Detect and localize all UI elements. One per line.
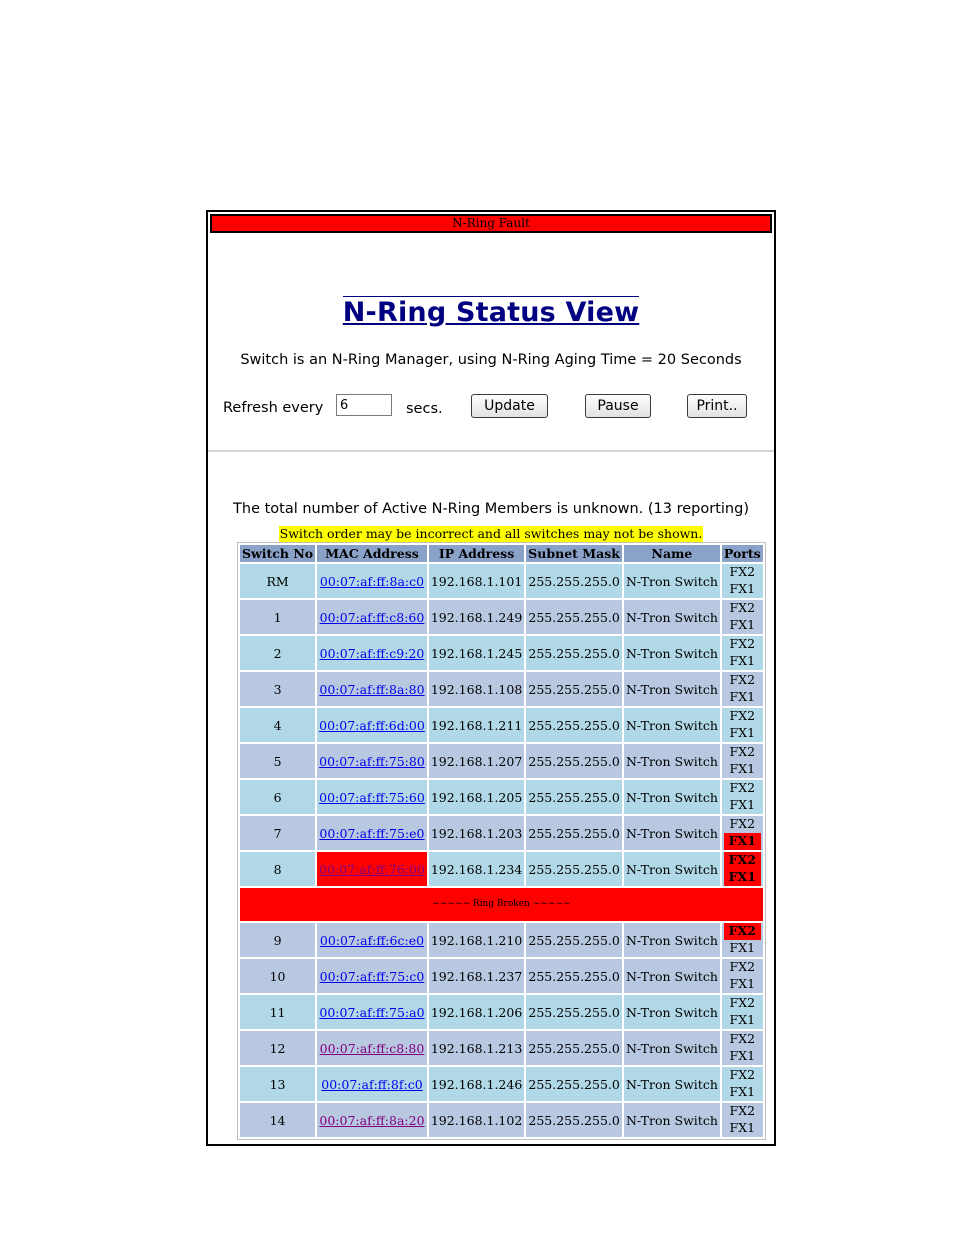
col-header-ip-address: IP Address — [429, 545, 524, 562]
subnet-mask: 255.255.255.0 — [526, 1031, 622, 1065]
switch-name: N-Tron Switch — [624, 923, 720, 957]
port-fx2: FX2 — [729, 564, 756, 579]
switch-name: N-Tron Switch — [624, 1103, 720, 1137]
switch-no: 9 — [240, 923, 315, 957]
switch-name: N-Tron Switch — [624, 636, 720, 670]
ports-cell — [722, 995, 763, 1029]
switch-name: N-Tron Switch — [624, 564, 720, 598]
mac-address-link[interactable]: 00:07:af:ff:c9:20 — [319, 645, 425, 661]
switch-name: N-Tron Switch — [624, 600, 720, 634]
table-header-row — [240, 545, 763, 562]
mac-address-link[interactable]: 00:07:af:ff:c8:60 — [319, 609, 425, 625]
switch-no: 4 — [240, 708, 315, 742]
table-row — [240, 923, 763, 957]
switch-no: 1 — [240, 600, 315, 634]
fault-banner: N-Ring Fault — [210, 214, 772, 233]
table-row — [240, 636, 763, 670]
mac-address-link[interactable]: 00:07:af:ff:8f:c0 — [321, 1076, 423, 1092]
status-frame — [206, 210, 776, 1146]
switch-name: N-Tron Switch — [624, 708, 720, 742]
mac-address-link[interactable]: 00:07:af:ff:75:e0 — [319, 825, 425, 841]
switch-name: N-Tron Switch — [624, 852, 720, 886]
table-row — [240, 1103, 763, 1137]
ring-broken-row — [240, 888, 763, 921]
ip-address: 192.168.1.210 — [429, 923, 524, 957]
ports-cell — [722, 744, 763, 778]
ports-cell — [722, 816, 763, 850]
subnet-mask: 255.255.255.0 — [526, 995, 622, 1029]
port-fx1: FX1 — [729, 1048, 756, 1063]
port-fx1: FX1 — [729, 725, 756, 740]
port-fx2: FX2 — [729, 780, 756, 795]
port-fx2: FX2 — [729, 1103, 756, 1118]
port-fx1: FX1 — [729, 581, 756, 596]
table-row — [240, 816, 763, 850]
subnet-mask: 255.255.255.0 — [526, 1067, 622, 1101]
ports-cell — [722, 600, 763, 634]
mac-address-link[interactable]: 00:07:af:ff:8a:c0 — [319, 573, 425, 589]
port-fx2-fault: FX2 — [724, 852, 761, 869]
switch-no: 10 — [240, 959, 315, 993]
port-fx2-fault: FX2 — [724, 923, 761, 940]
port-fx1: FX1 — [729, 1012, 756, 1027]
port-fx1-fault: FX1 — [724, 833, 761, 850]
ip-address: 192.168.1.101 — [429, 564, 524, 598]
refresh-label: Refresh every — [223, 400, 324, 416]
switch-name: N-Tron Switch — [624, 995, 720, 1029]
switch-order-warning: Switch order may be incorrect and all switches may not be shown. — [279, 526, 703, 541]
ip-address: 192.168.1.211 — [429, 708, 524, 742]
mac-address-link[interactable]: 00:07:af:ff:c8:80 — [319, 1040, 425, 1056]
pause-button[interactable]: Pause — [585, 394, 651, 418]
table-row — [240, 959, 763, 993]
switch-no: 2 — [240, 636, 315, 670]
ip-address: 192.168.1.237 — [429, 959, 524, 993]
switch-no: 13 — [240, 1067, 315, 1101]
port-fx1: FX1 — [729, 653, 756, 668]
subnet-mask: 255.255.255.0 — [526, 600, 622, 634]
secs-label: secs. — [406, 401, 443, 417]
ports-cell — [722, 708, 763, 742]
col-header-mac-address: MAC Address — [317, 545, 427, 562]
port-fx2: FX2 — [729, 600, 756, 615]
switch-name: N-Tron Switch — [624, 744, 720, 778]
port-fx2: FX2 — [729, 959, 756, 974]
switch-name: N-Tron Switch — [624, 780, 720, 814]
subnet-mask: 255.255.255.0 — [526, 636, 622, 670]
ip-address: 192.168.1.234 — [429, 852, 524, 886]
subnet-mask: 255.255.255.0 — [526, 923, 622, 957]
switch-name: N-Tron Switch — [624, 959, 720, 993]
port-fx2: FX2 — [729, 708, 756, 723]
ip-address: 192.168.1.203 — [429, 816, 524, 850]
mac-address-link[interactable]: 00:07:af:ff:75:a0 — [319, 1004, 425, 1020]
subnet-mask: 255.255.255.0 — [526, 816, 622, 850]
switch-no: 7 — [240, 816, 315, 850]
ip-address: 192.168.1.108 — [429, 672, 524, 706]
table-row — [240, 780, 763, 814]
ip-address: 192.168.1.102 — [429, 1103, 524, 1137]
ports-cell — [722, 672, 763, 706]
ports-cell — [722, 923, 763, 957]
switch-no: RM — [240, 564, 315, 598]
table-row — [240, 1031, 763, 1065]
port-fx2: FX2 — [729, 816, 756, 831]
page-title: N-Ring Status View — [342, 297, 640, 328]
ports-cell — [722, 636, 763, 670]
port-fx1: FX1 — [729, 940, 756, 955]
switch-name: N-Tron Switch — [624, 1067, 720, 1101]
switch-name: N-Tron Switch — [624, 816, 720, 850]
table-row — [240, 672, 763, 706]
subnet-mask: 255.255.255.0 — [526, 744, 622, 778]
refresh-interval-input[interactable] — [336, 394, 392, 416]
switch-no: 8 — [240, 852, 315, 886]
total-members-text: The total number of Active N-Ring Members is unknown. (13 reporting) — [233, 501, 749, 517]
table-row — [240, 852, 763, 886]
print-button[interactable]: Print.. — [687, 394, 747, 418]
port-fx1: FX1 — [729, 976, 756, 991]
port-fx2: FX2 — [729, 995, 756, 1010]
col-header-ports: Ports — [723, 546, 761, 561]
port-fx1: FX1 — [729, 1120, 756, 1135]
update-button[interactable]: Update — [471, 394, 548, 418]
table-row — [240, 744, 763, 778]
ip-address: 192.168.1.245 — [429, 636, 524, 670]
port-fx1: FX1 — [729, 617, 756, 632]
switch-no: 11 — [240, 995, 315, 1029]
col-header-subnet-mask: Subnet Mask — [528, 546, 620, 561]
ip-address: 192.168.1.249 — [429, 600, 524, 634]
switch-name: N-Tron Switch — [624, 672, 720, 706]
subnet-mask: 255.255.255.0 — [526, 672, 622, 706]
switch-no: 12 — [240, 1031, 315, 1065]
mac-address-link[interactable]: 00:07:af:ff:8a:20 — [319, 1112, 425, 1128]
port-fx1: FX1 — [729, 689, 756, 704]
port-fx2: FX2 — [729, 744, 756, 759]
ring-broken-text: ~~~~~ Ring Broken ~~~~~ — [240, 888, 763, 921]
col-header-switch-no: Switch No — [242, 546, 314, 561]
port-fx1: FX1 — [729, 797, 756, 812]
ports-cell — [722, 780, 763, 814]
subnet-mask: 255.255.255.0 — [526, 564, 622, 598]
ring-members-table — [237, 542, 766, 1140]
table-row — [240, 708, 763, 742]
table-row — [240, 564, 763, 598]
table-row — [240, 995, 763, 1029]
ports-cell — [722, 1103, 763, 1137]
subnet-mask: 255.255.255.0 — [526, 1103, 622, 1137]
ip-address: 192.168.1.246 — [429, 1067, 524, 1101]
port-fx1: FX1 — [729, 761, 756, 776]
switch-no: 3 — [240, 672, 315, 706]
mac-address-link[interactable]: 00:07:af:ff:75:60 — [319, 789, 425, 805]
subnet-mask: 255.255.255.0 — [526, 959, 622, 993]
switch-name: N-Tron Switch — [624, 1031, 720, 1065]
switch-no: 5 — [240, 744, 315, 778]
ip-address: 192.168.1.206 — [429, 995, 524, 1029]
subnet-mask: 255.255.255.0 — [526, 780, 622, 814]
mac-address-link[interactable]: 00:07:af:ff:75:c0 — [319, 968, 425, 984]
ports-cell — [722, 1067, 763, 1101]
ports-cell — [722, 564, 763, 598]
col-header-name: Name — [624, 545, 720, 562]
port-fx2: FX2 — [729, 1031, 756, 1046]
subnet-mask: 255.255.255.0 — [526, 852, 622, 886]
title-container — [208, 296, 774, 328]
mac-address-link[interactable]: 00:07:af:ff:6d:00 — [319, 717, 425, 733]
subnet-mask: 255.255.255.0 — [526, 708, 622, 742]
ports-cell — [722, 852, 763, 886]
table-row — [240, 600, 763, 634]
section-divider — [208, 450, 774, 452]
switch-no: 6 — [240, 780, 315, 814]
port-fx1-fault: FX1 — [724, 869, 761, 886]
mac-address-link[interactable]: 00:07:af:ff:75:80 — [319, 753, 425, 769]
table-row — [240, 1067, 763, 1101]
mac-address-link-fault[interactable]: 00:07:af:ff:76:00 — [319, 861, 425, 877]
port-fx1: FX1 — [729, 1084, 756, 1099]
warning-container — [208, 523, 774, 542]
ports-cell — [722, 1031, 763, 1065]
port-fx2: FX2 — [729, 636, 756, 651]
switch-no: 14 — [240, 1103, 315, 1137]
manager-status-text: Switch is an N-Ring Manager, using N-Ring Aging Time = 20 Seconds — [240, 352, 742, 368]
ip-address: 192.168.1.207 — [429, 744, 524, 778]
ip-address: 192.168.1.205 — [429, 780, 524, 814]
port-fx2: FX2 — [729, 672, 756, 687]
ports-cell — [722, 959, 763, 993]
mac-address-link[interactable]: 00:07:af:ff:8a:80 — [319, 681, 425, 697]
port-fx2: FX2 — [729, 1067, 756, 1082]
mac-address-link[interactable]: 00:07:af:ff:6c:e0 — [319, 932, 425, 948]
ip-address: 192.168.1.213 — [429, 1031, 524, 1065]
